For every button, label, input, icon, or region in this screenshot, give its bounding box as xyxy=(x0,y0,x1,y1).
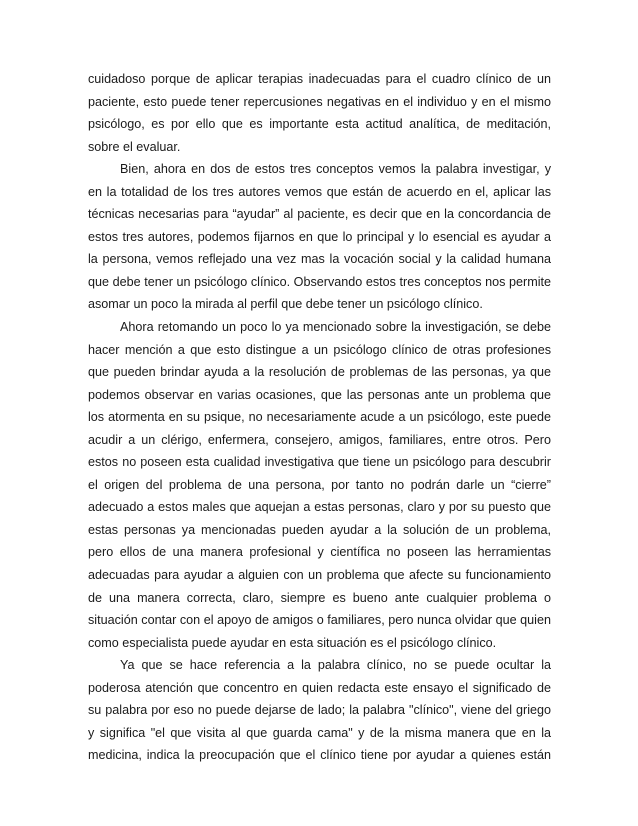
text-line: técnicas necesarias para “ayudar” al paciente, es decir que en la concordancia de xyxy=(88,207,551,222)
text-line: poderosa atención que concentro en quien redacta este ensayo el significado de xyxy=(88,680,551,695)
body-text xyxy=(88,68,551,767)
text-line: estos no poseen esta cualidad investigativa que tiene un psicólogo para descubrir xyxy=(88,455,551,470)
text-line: podemos observar en varias ocasiones, que las personas ante un problema que xyxy=(88,387,551,402)
text-line: acudir a un clérigo, enfermera, consejero, amigos, familiares, entre otros. Pero xyxy=(88,432,551,447)
text-line: que pueden brindar ayuda a la resolución de problemas de las personas, ya que xyxy=(88,365,551,380)
text-line: sobre el evaluar. xyxy=(88,139,181,154)
text-line: asomar un poco la mirada al perfil que debe tener un psicólogo clínico. xyxy=(88,297,483,312)
text-line: medicina, indica la preocupación que el clínico tiene por ayudar a quienes están xyxy=(88,748,551,763)
text-line: y significa "el que visita al que guarda cama" y de la misma manera que en la xyxy=(88,725,551,740)
text-line: el origen del problema de una persona, por tanto no podrán darle un “cierre” xyxy=(88,477,551,492)
text-line: Ahora retomando un poco lo ya mencionado sobre la investigación, se debe xyxy=(120,320,551,335)
text-line: cuidadoso porque de aplicar terapias inadecuadas para el cuadro clínico de un xyxy=(88,72,551,86)
text-line: situación contar con el apoyo de amigos o familiares, pero nunca olvidar que quien xyxy=(88,613,551,628)
text-line: en la totalidad de los tres autores vemos que están de acuerdo en el, aplicar las xyxy=(88,184,551,199)
text-line: psicólogo, es por ello que es importante esta actitud analítica, de meditación, xyxy=(88,117,551,132)
text-line: que debe tener un psicólogo clínico. Observando estos tres conceptos nos permite xyxy=(88,274,551,289)
text-line: adecuadas para ayudar a alguien con un problema que afecte su funcionamiento xyxy=(88,568,551,583)
text-line: Ya que se hace referencia a la palabra clínico, no se puede ocultar la xyxy=(120,658,551,673)
text-line: pero ellos de una manera profesional y científica no poseen las herramientas xyxy=(88,545,551,560)
text-line: adecuado a estos males que aquejan a estas personas, claro y por su puesto que xyxy=(88,500,551,515)
text-line: la persona, vemos reflejado una vez mas la vocación social y la calidad humana xyxy=(88,252,551,267)
text-line: como especialista puede ayudar en esta situación es el psicólogo clínico. xyxy=(88,635,497,650)
text-line: estos tres autores, podemos fijarnos en que lo principal y lo esencial es ayudar a xyxy=(88,229,551,244)
text-line: Bien, ahora en dos de estos tres conceptos vemos la palabra investigar, y xyxy=(120,162,551,177)
text-line: de una manera correcta, claro, siempre es bueno ante cualquier problema o xyxy=(88,590,551,605)
text-line: paciente, esto puede tener repercusiones negativas en el individuo y en el mismo xyxy=(88,94,551,109)
text-line: su palabra por eso no puede dejarse de lado; la palabra "clínico", viene del griego xyxy=(88,703,551,718)
text-line: hacer mención a que esto distingue a un psicólogo clínico de otras profesiones xyxy=(88,342,551,357)
text-line: los atormenta en su psique, no necesariamente acude a un psicólogo, este puede xyxy=(88,410,551,425)
text-line: estas personas ya mencionadas pueden ayudar a la solución de un problema, xyxy=(88,522,551,537)
